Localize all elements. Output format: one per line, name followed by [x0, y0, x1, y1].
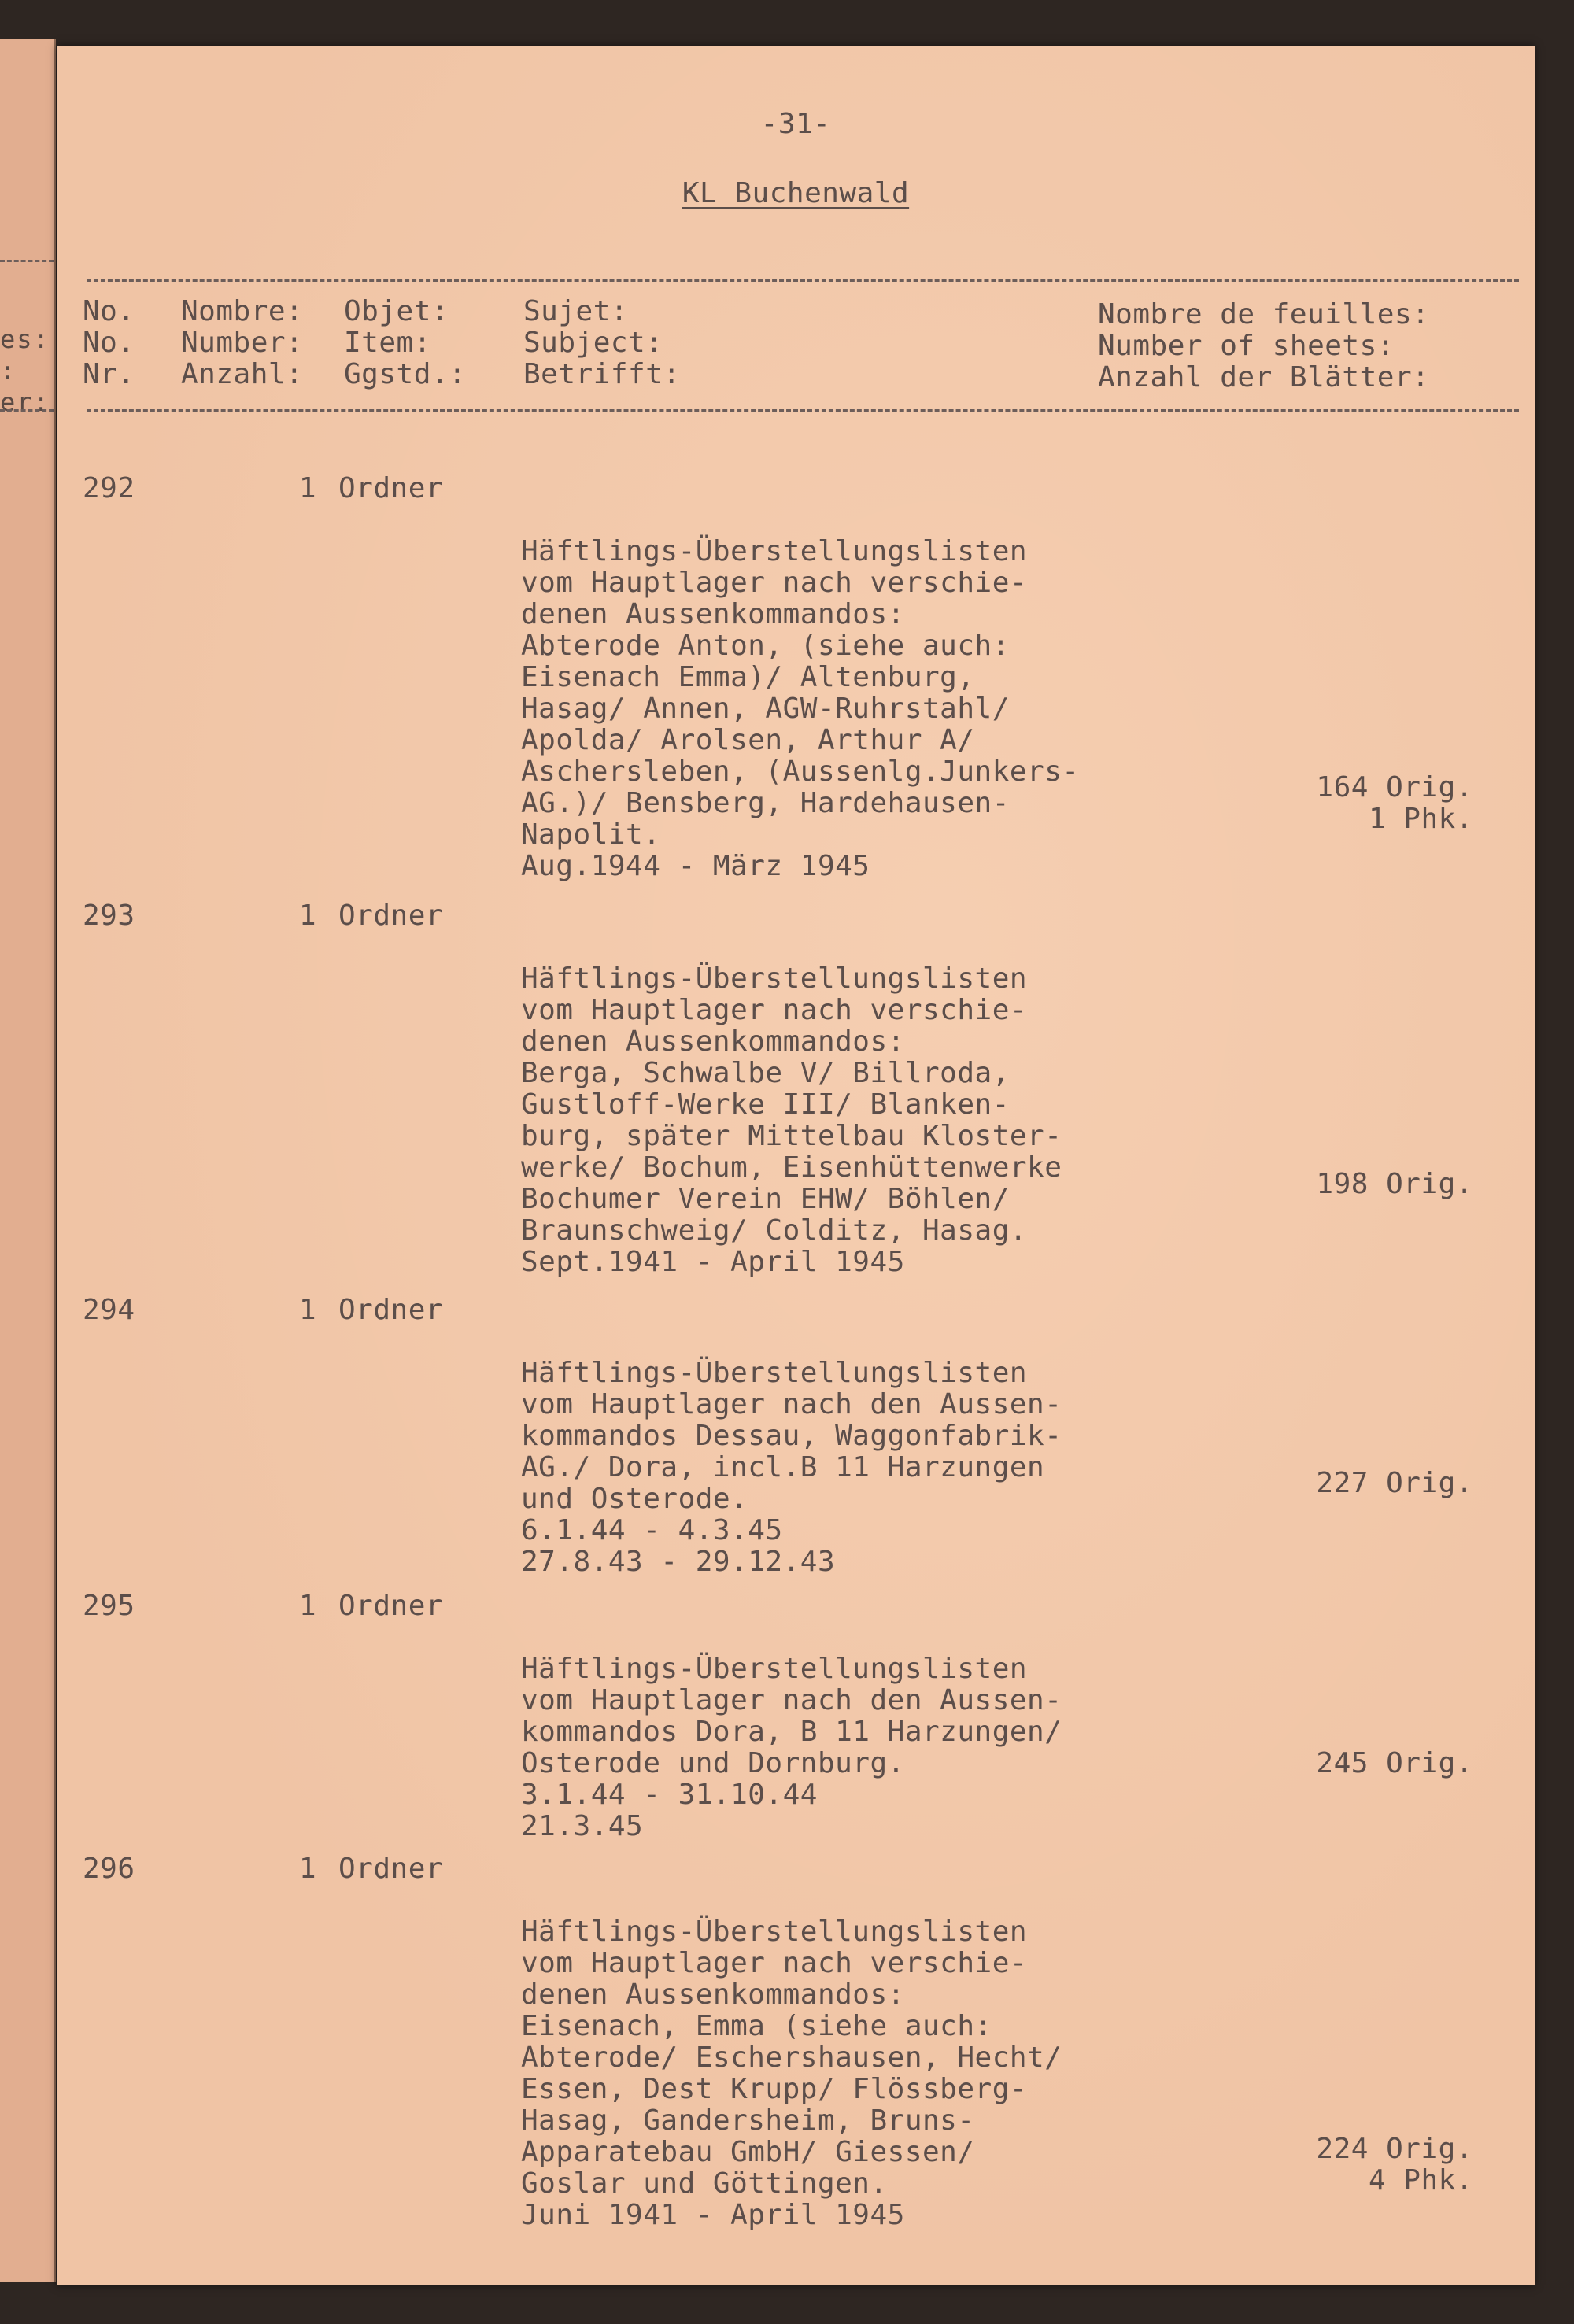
previous-page-edge [0, 39, 56, 2282]
prev-page-fragment: : [0, 356, 17, 386]
entry-number: 295 [83, 1590, 135, 1622]
entry-object: Ordner [338, 1853, 444, 1885]
header-rule-bottom [87, 409, 1519, 412]
prev-page-rule-bottom [0, 409, 54, 412]
page-title: KL Buchenwald [682, 177, 910, 209]
entry-sheets: 164 Orig. 1 Phk. [1316, 771, 1473, 835]
prev-page-fragment: es: [0, 324, 50, 354]
header-no: No. No. Nr. [83, 295, 135, 390]
entry-quantity: 1 [298, 472, 316, 504]
entry-subject: Häftlings-Überstellungslisten vom Hauptlager nach den Aussen- kommandos Dora, B 11 Harzungen/ Osterode und Dornburg. 3.1.44 - 31.10.44 21.3.45 [521, 1653, 1062, 1842]
entry-object: Ordner [338, 900, 444, 932]
prev-page-fragment: er: [0, 387, 50, 417]
entry-subject: Häftlings-Überstellungslisten vom Hauptlager nach den Aussen- kommandos Dessau, Waggonfabrik- AG./ Dora, incl.B 11 Harzungen und Osterode. 6.1.44 - 4.3.45 27.8.43 - 29.12.43 [521, 1357, 1062, 1578]
header-quantity: Nombre: Number: Anzahl: [181, 295, 304, 390]
entry-number: 294 [83, 1294, 135, 1326]
entry-sheets: 245 Orig. [1316, 1747, 1473, 1779]
entry-object: Ordner [338, 472, 444, 504]
header-subject: Sujet: Subject: Betrifft: [523, 295, 681, 390]
page-number: -31- [760, 108, 831, 140]
entry-quantity: 1 [298, 1294, 316, 1326]
entry-object: Ordner [338, 1590, 444, 1622]
entry-subject: Häftlings-Überstellungslisten vom Hauptlager nach verschie- denen Aussenkommandos: Berga, Schwalbe V/ Billroda, Gustloff-Werke III/ Blanken- burg, später Mittelbau Kloster- werke/ Bochum, Eisenhüttenwerke Bochumer Verein EHW/ Böhlen/ Braunschweig/ Colditz, Hasag. Sept.1941 - April 1945 [521, 962, 1062, 1278]
entry-sheets: 224 Orig. 4 Phk. [1316, 2133, 1473, 2197]
header-sheets: Nombre de feuilles: Number of sheets: Anzahl der Blätter: [1098, 298, 1430, 393]
entry-number: 293 [83, 900, 135, 932]
document-page [57, 46, 1535, 2285]
entry-number: 292 [83, 472, 135, 504]
entry-quantity: 1 [298, 1590, 316, 1622]
entry-sheets: 227 Orig. [1316, 1467, 1473, 1499]
entry-quantity: 1 [298, 1853, 316, 1885]
header-object: Objet: Item: Ggstd.: [344, 295, 467, 390]
prev-page-rule-top [0, 260, 54, 262]
entry-sheets: 198 Orig. [1316, 1168, 1473, 1200]
entry-subject: Häftlings-Überstellungslisten vom Hauptlager nach verschie- denen Aussenkommandos: Abterode Anton, (siehe auch: Eisenach Emma)/ Altenburg, Hasag/ Annen, AGW-Ruhrstahl/ Apolda/ Arolsen, Arthur A/ Aschersleben, (Aussenlg.Junkers- AG.)/ Bensberg, Hardehausen- Napolit. Aug.1944 - März 1945 [521, 535, 1080, 882]
entry-number: 296 [83, 1853, 135, 1885]
entry-subject: Häftlings-Überstellungslisten vom Hauptlager nach verschie- denen Aussenkommandos: Eisenach, Emma (siehe auch: Abterode/ Eschershausen, Hecht/ Essen, Dest Krupp/ Flössberg- Hasag, Gandersheim, Bruns- Apparatebau GmbH/ Giessen/ Goslar und Göttingen. Juni 1941 - April 1945 [521, 1916, 1062, 2231]
entry-quantity: 1 [298, 900, 316, 932]
header-rule-top [87, 279, 1519, 282]
entry-object: Ordner [338, 1294, 444, 1326]
